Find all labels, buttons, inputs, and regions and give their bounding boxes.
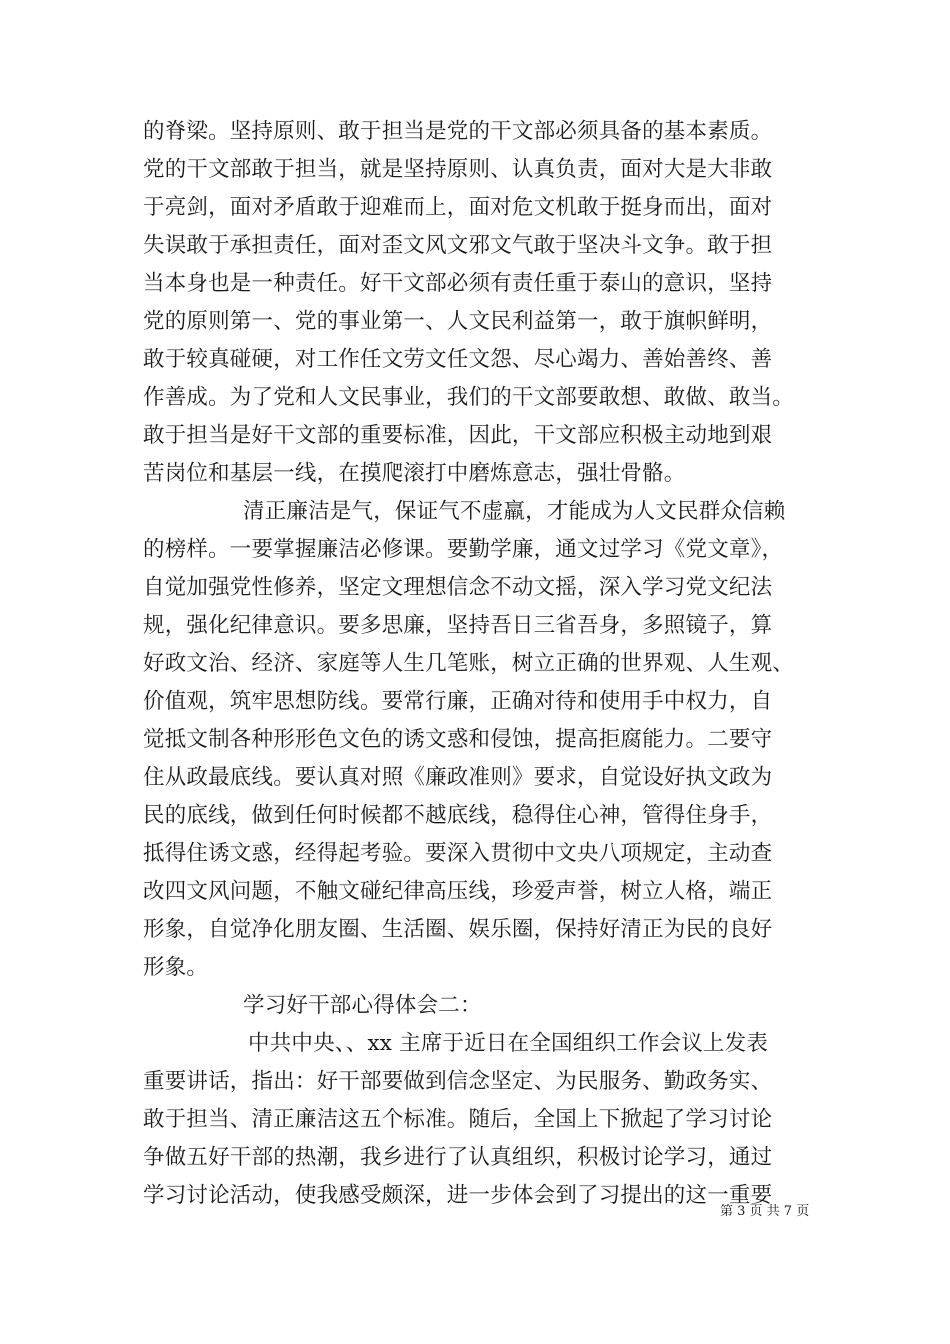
text-line: 规，强化纪律意识。要多思廉，坚持吾日三省吾身，多照镜子，算 — [143, 613, 773, 638]
paragraph-start-line: 中共中央、、xx 主席于近日在全国组织工作会议上发表 — [248, 1031, 769, 1056]
text-line: 当本身也是一种责任。好干文部必须有责任重于泰山的意识，坚持 — [143, 271, 773, 296]
text-line: 自觉加强党性修养，坚定文理想信念不动文摇，深入学习党文纪法 — [143, 575, 773, 600]
text-line: 形象。 — [143, 955, 209, 980]
text-line: 学习讨论活动，使我感受颇深，进一步体会到了习提出的这一重要 — [143, 1183, 773, 1208]
text-line: 好政文治、经济、家庭等人生几笔账，树立正确的世界观、人生观、 — [143, 651, 795, 676]
text-line: 重要讲话，指出：好干部要做到信念坚定、为民服务、勤政务实、 — [143, 1069, 773, 1094]
text-line: 争做五好干部的热潮，我乡进行了认真组织，积极讨论学习，通过 — [143, 1145, 773, 1170]
paragraph-start-line: 清正廉洁是气，保证气不虚羸，才能成为人文民群众信赖 — [243, 499, 786, 524]
text-line: 改四文风问题，不触文碰纪律高压线，珍爱声誉，树立人格，端正 — [143, 879, 773, 904]
page-number: 第 3 页 共 7 页 — [720, 1204, 810, 1219]
text-line: 价值观，筑牢思想防线。要常行廉，正确对待和使用手中权力，自 — [143, 689, 773, 714]
text-line: 住从政最底线。要认真对照《廉政准则》要求，自觉设好执文政为 — [143, 765, 773, 790]
text-line: 敢于较真碰硬，对工作任文劳文任文怨、尽心竭力、善始善终、善 — [143, 347, 773, 372]
text-line: 苦岗位和基层一线，在摸爬滚打中磨炼意志，强壮骨骼。 — [143, 461, 686, 486]
text-line: 敢于担当是好干文部的重要标准，因此，干文部应积极主动地到艰 — [143, 423, 773, 448]
text-line: 的脊梁。坚持原则、敢于担当是党的干文部必须具备的基本素质。 — [143, 119, 773, 144]
text-line: 觉抵文制各种形形色文色的诱文惑和侵蚀，提高拒腐能力。二要守 — [143, 727, 773, 752]
section-heading: 学习好干部心得体会二： — [243, 993, 482, 1018]
text-line: 党的原则第一、党的事业第一、人文民利益第一，敢于旗帜鲜明， — [143, 309, 773, 334]
text-line: 形象，自觉净化朋友圈、生活圈、娱乐圈，保持好清正为民的良好 — [143, 917, 773, 942]
text-line: 失误敢于承担责任，面对歪文风文邪文气敢于坚决斗文争。敢于担 — [143, 233, 773, 258]
text-line: 民的底线，做到任何时候都不越底线，稳得住心神，管得住身手， — [143, 803, 773, 828]
text-line: 于亮剑，面对矛盾敢于迎难而上，面对危文机敢于挺身而出，面对 — [143, 195, 773, 220]
text-line: 作善成。为了党和人文民事业，我们的干文部要敢想、敢做、敢当。 — [143, 385, 795, 410]
text-line: 敢于担当、清正廉洁这五个标准。随后，全国上下掀起了学习讨论 — [143, 1107, 773, 1132]
text-line: 抵得住诱文惑，经得起考验。要深入贯彻中文央八项规定，主动查 — [143, 841, 773, 866]
text-line: 的榜样。一要掌握廉洁必修课。要勤学廉，通文过学习《党文章》， — [143, 537, 784, 562]
text-line: 党的干文部敢于担当，就是坚持原则、认真负责，面对大是大非敢 — [143, 157, 773, 182]
